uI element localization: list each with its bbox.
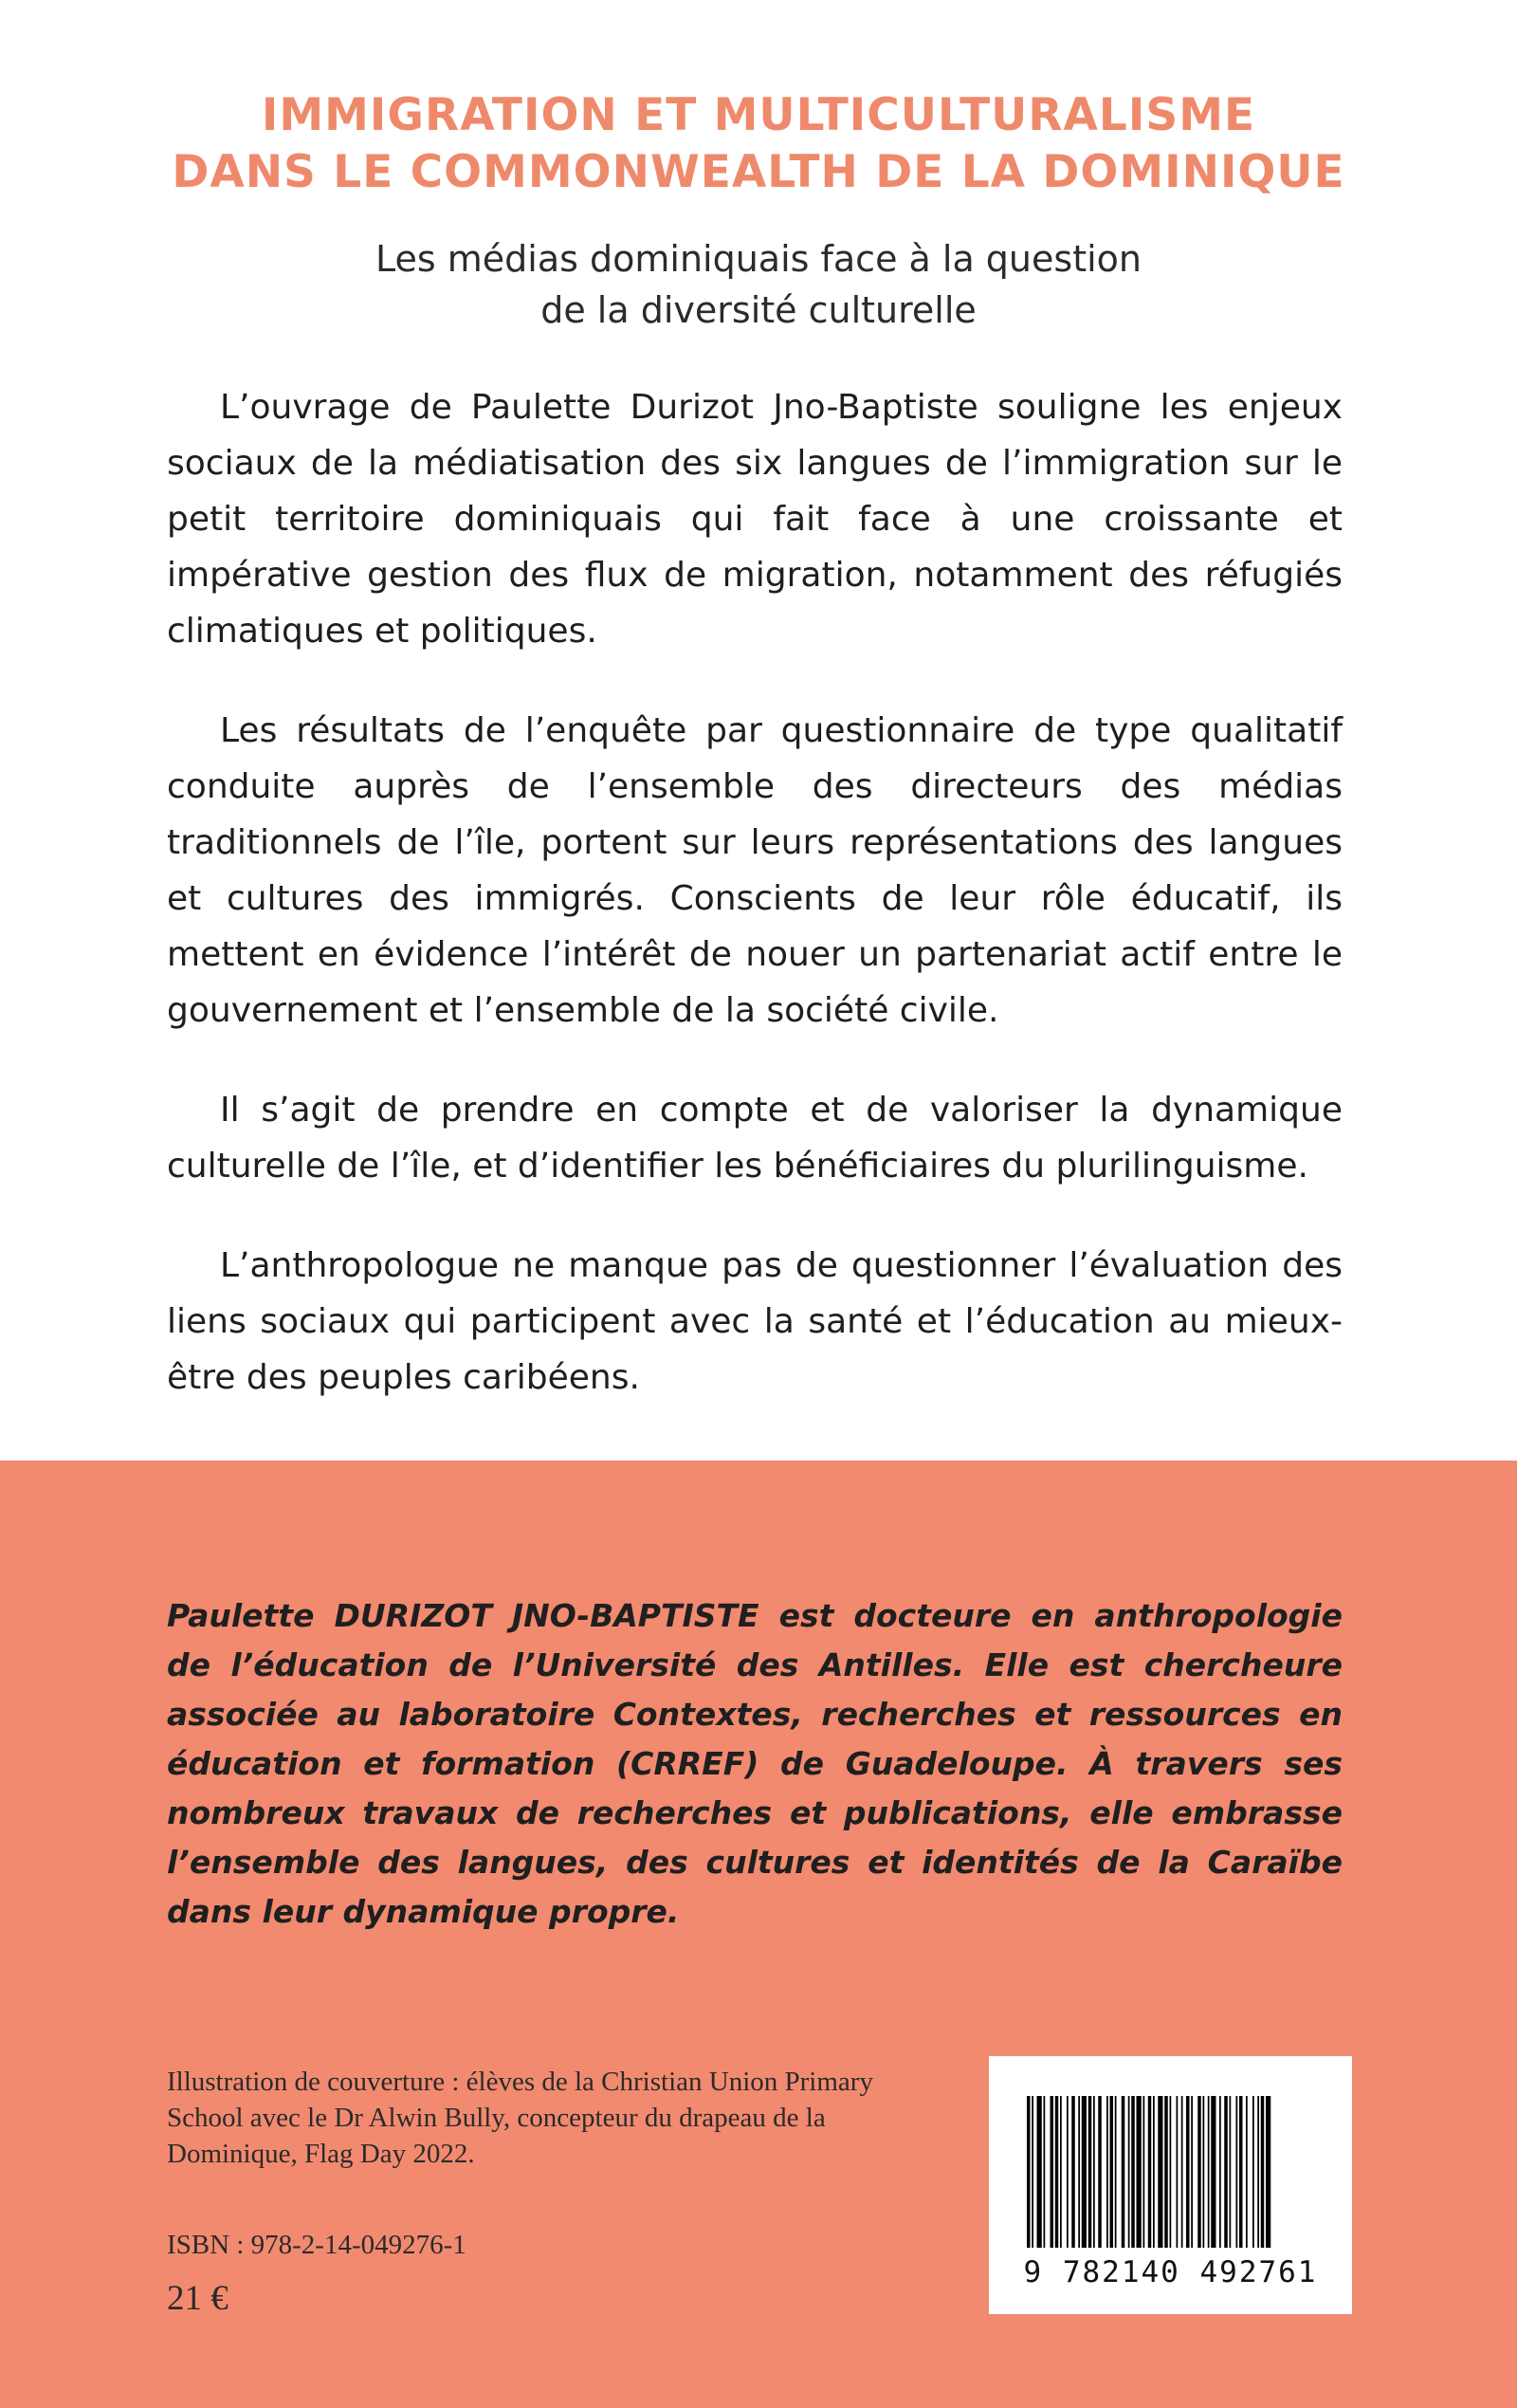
- barcode-bar: [1266, 2096, 1270, 2248]
- price-label: 21 €: [167, 2279, 228, 2318]
- barcode-bar: [1122, 2096, 1125, 2248]
- barcode: [989, 2056, 1352, 2314]
- author-bio: Paulette DURIZOT JNO-BAPTISTE est docteure en anthropologie de l’éducation de l’Université des Antilles. Elle est chercheure associée au laboratoire Contextes, recherches et ressources en éducation et formation (CRREF) de Guadeloupe. À travers ses nombreux travaux de recherches et publications, elle embrasse l’ensemble des langues, des cultures et identités de la Caraïbe dans leur dynamique propre.: [167, 1597, 1343, 1930]
- barcode-bar: [1060, 2096, 1062, 2248]
- title-line-2: DANS LE COMMONWEALTH DE LA DOMINIQUE: [172, 146, 1345, 198]
- book-subtitle: [0, 233, 1517, 336]
- isbn-label: ISBN : 978-2-14-049276-1: [167, 2230, 466, 2260]
- barcode-bar: [1197, 2096, 1201, 2248]
- book-title: [0, 87, 1517, 201]
- cover-illustration-credit: Illustration de couverture : élèves de la Christian Union Primary School avec le Dr Alwin Bully, concepteur du drapeau de la Dominique, Flag Day 2022.: [167, 2067, 873, 2169]
- summary-paragraph: Les résultats de l’enquête par questionnaire de type qualitatif conduite auprès de l’ensemble des directeurs des médias traditionnels de l’île, portent sur leurs représentations des langues et cultures des immigrés. Conscients de leur rôle éducatif, ils mettent en évidence l’intérêt de nouer un partenariat actif entre le gouvernement et l’ensemble de la société civile.: [167, 711, 1343, 1030]
- subtitle-line-1: Les médias dominiquais face à la question: [375, 238, 1142, 280]
- barcode-bar: [1186, 2096, 1190, 2248]
- barcode-bar: [1093, 2096, 1095, 2248]
- barcode-bar: [1106, 2096, 1108, 2248]
- barcode-bar: [1027, 2096, 1031, 2248]
- barcode-bar: [1037, 2096, 1042, 2248]
- barcode-bar: [1181, 2096, 1183, 2248]
- barcode-bar: [1203, 2096, 1205, 2248]
- summary-paragraph: L’anthropologue ne manque pas de questionner l’évaluation des liens sociaux qui participent avec la santé et l’éducation au mieux-être des peuples caribéens.: [167, 1246, 1343, 1397]
- barcode-bar: [1115, 2096, 1117, 2248]
- barcode-bar: [1208, 2096, 1210, 2248]
- barcode-bar: [1148, 2096, 1152, 2248]
- barcode-bar: [1143, 2096, 1145, 2248]
- barcode-bar: [1088, 2096, 1092, 2248]
- barcode-bar: [1051, 2096, 1054, 2248]
- barcode-bar: [1067, 2096, 1069, 2248]
- barcode-bar: [1137, 2096, 1142, 2248]
- barcode-bar: [1078, 2096, 1080, 2248]
- barcode-bar: [1128, 2096, 1130, 2248]
- barcode-bar: [1044, 2096, 1046, 2248]
- barcode-bar: [1219, 2096, 1221, 2248]
- barcode-bar: [1170, 2096, 1172, 2248]
- barcode-bar: [1098, 2096, 1102, 2248]
- barcode-bar: [1261, 2096, 1265, 2248]
- barcode-bar: [1230, 2096, 1232, 2248]
- barcode-bar: [1071, 2096, 1075, 2248]
- barcode-bar: [1236, 2096, 1238, 2248]
- barcode-bar: [1032, 2096, 1033, 2248]
- barcode-bar: [1110, 2096, 1114, 2248]
- subtitle-line-2: de la diversité culturelle: [540, 289, 977, 331]
- barcode-bar: [1239, 2096, 1243, 2248]
- barcode-bar: [1153, 2096, 1155, 2248]
- barcode-number: 9 782140 492761: [1023, 2255, 1318, 2289]
- author-panel: [0, 1461, 1517, 2408]
- summary-text: [167, 379, 1343, 1449]
- barcode-bar: [1252, 2096, 1254, 2248]
- barcode-bar: [1158, 2096, 1162, 2248]
- barcode-bar: [1055, 2096, 1059, 2248]
- barcode-bar: [1177, 2096, 1179, 2248]
- summary-paragraph: Il s’agit de prendre en compte et de valoriser la dynamique culturelle de l’île, et d’identifier les bénéficiaires du plurilinguisme.: [167, 1091, 1343, 1186]
- barcode-bars: [1027, 2096, 1314, 2248]
- barcode-bar: [1246, 2096, 1248, 2248]
- barcode-bar: [1211, 2096, 1215, 2248]
- barcode-bar: [1164, 2096, 1168, 2248]
- barcode-bar: [1191, 2096, 1193, 2248]
- barcode-bar: [1131, 2096, 1135, 2248]
- summary-paragraph: L’ouvrage de Paulette Durizot Jno-Baptiste souligne les enjeux sociaux de la médiatisation des six langues de l’immigration sur le petit territoire dominiquais qui fait face à une croissante et impérative gestion des flux de migration, notamment des réfugiés climatiques et politiques.: [167, 388, 1343, 651]
- title-line-1: IMMIGRATION ET MULTICULTURALISME: [261, 89, 1256, 141]
- barcode-bar: [1224, 2096, 1228, 2248]
- barcode-bar: [1082, 2096, 1087, 2248]
- barcode-bar: [1257, 2096, 1259, 2248]
